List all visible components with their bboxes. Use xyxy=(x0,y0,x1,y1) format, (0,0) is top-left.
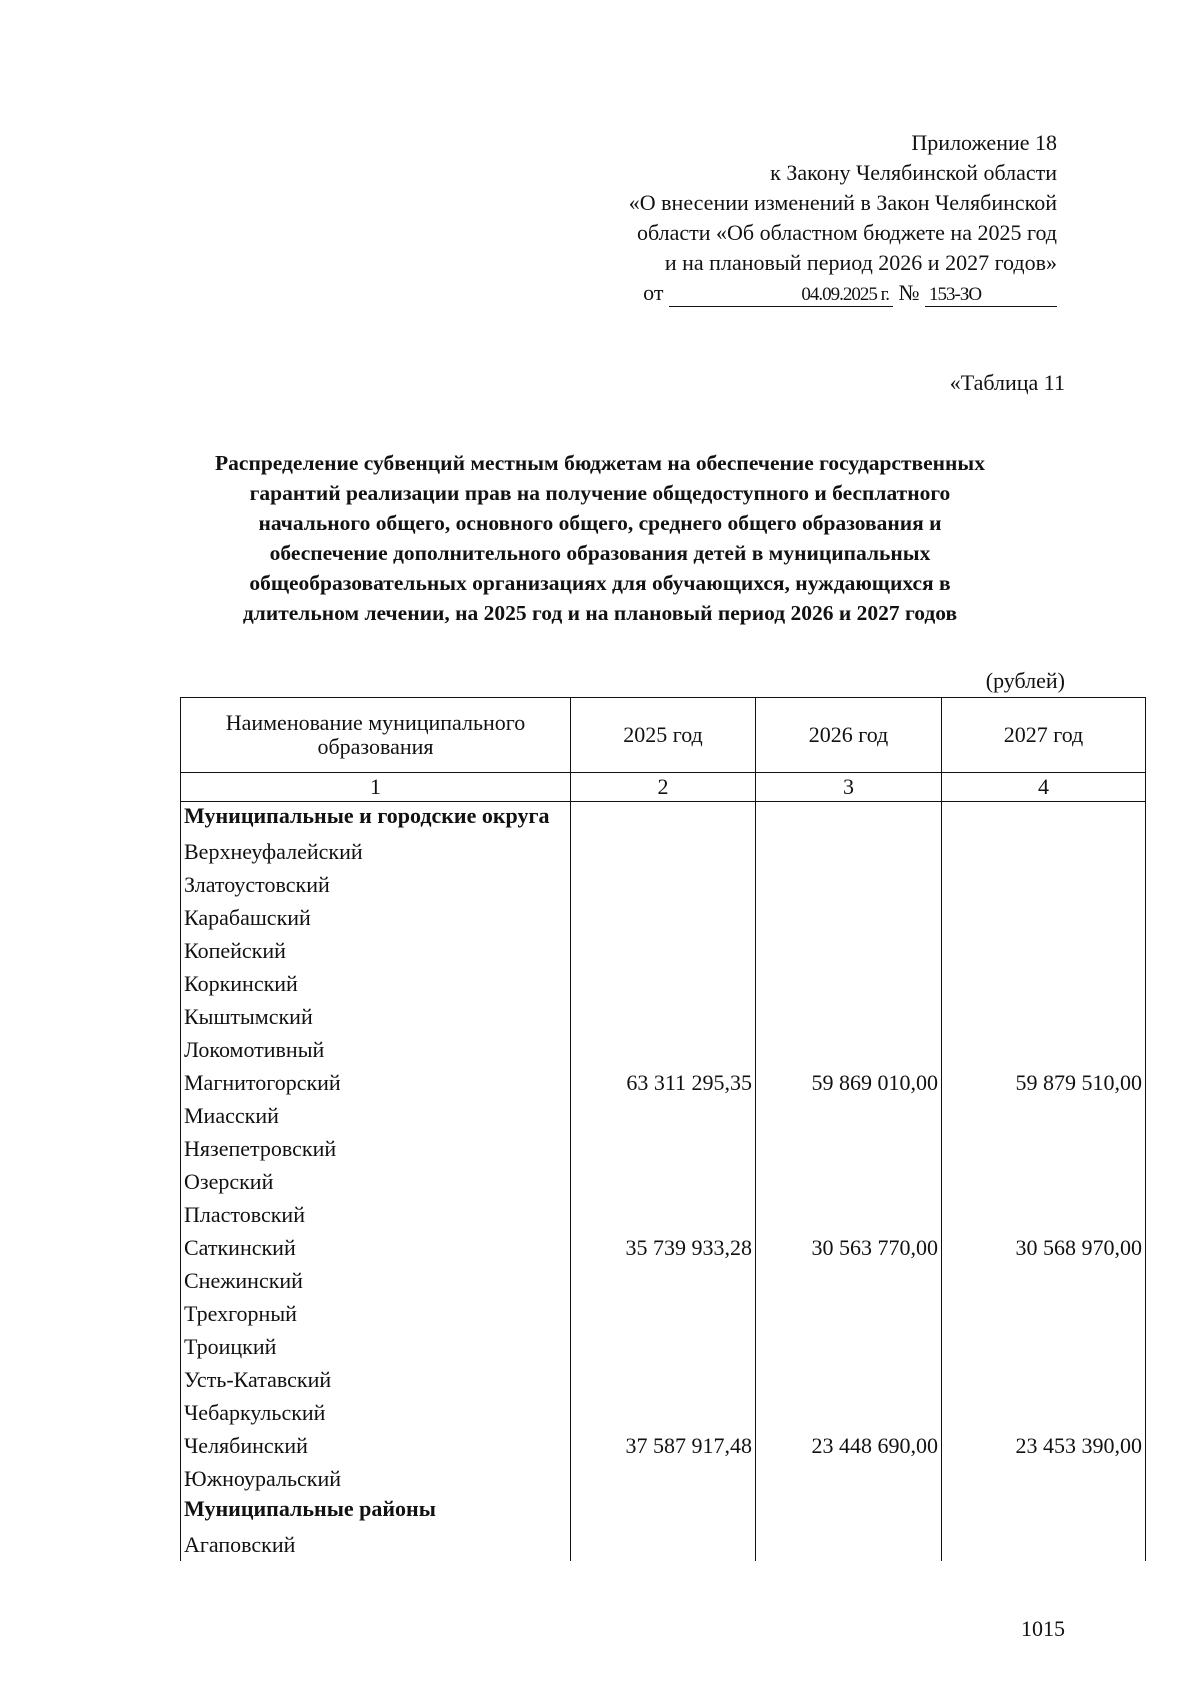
value-2025 xyxy=(571,1462,756,1495)
value-2027 xyxy=(942,1033,1146,1066)
value-2027 xyxy=(942,967,1146,1000)
municipality-name: Карабашский xyxy=(181,901,571,934)
appendix-number: Приложение 18 xyxy=(911,130,1057,155)
value-2025 xyxy=(571,901,756,934)
table-row xyxy=(181,1132,1146,1165)
value-2026 xyxy=(756,1297,942,1330)
table-row xyxy=(181,934,1146,967)
value-2027 xyxy=(942,1165,1146,1198)
value-2027: 30 568 970,00 xyxy=(942,1231,1146,1264)
value-2027 xyxy=(942,1297,1146,1330)
value-2026 xyxy=(756,901,942,934)
title-line: длительном лечении, на 2025 год и на плановый период 2026 и 2027 годов xyxy=(242,601,958,625)
municipality-name: Копейский xyxy=(181,934,571,967)
table-row xyxy=(181,1033,1146,1066)
column-number: 2 xyxy=(571,773,756,802)
value-2027 xyxy=(942,1099,1146,1132)
value-2026 xyxy=(756,1396,942,1429)
value-2025 xyxy=(571,1000,756,1033)
value-2025 xyxy=(571,1495,756,1528)
value-2027: 23 453 390,00 xyxy=(942,1429,1146,1462)
value-2027 xyxy=(942,1396,1146,1429)
value-2025 xyxy=(571,967,756,1000)
value-2025 xyxy=(571,1132,756,1165)
value-2027 xyxy=(942,1198,1146,1231)
value-2025 xyxy=(571,934,756,967)
table-row xyxy=(181,1429,1146,1462)
value-2026: 23 448 690,00 xyxy=(756,1429,942,1462)
value-2025 xyxy=(571,1330,756,1363)
value-2026: 59 869 010,00 xyxy=(756,1066,942,1099)
table-row xyxy=(181,1528,1146,1561)
table-row xyxy=(181,1396,1146,1429)
municipality-name: Южноуральский xyxy=(181,1462,571,1495)
municipality-name: Агаповский xyxy=(181,1528,571,1561)
table-row xyxy=(181,1462,1146,1495)
municipality-name: Трехгорный xyxy=(181,1297,571,1330)
table-row xyxy=(181,901,1146,934)
value-2026 xyxy=(756,1132,942,1165)
value-2025 xyxy=(571,1297,756,1330)
value-2025: 37 587 917,48 xyxy=(571,1429,756,1462)
value-2026 xyxy=(756,802,942,836)
value-2026 xyxy=(756,1099,942,1132)
law-date: 04.09.2025 г. xyxy=(669,284,893,307)
value-2026 xyxy=(756,1000,942,1033)
value-2025 xyxy=(571,802,756,836)
value-2027 xyxy=(942,1462,1146,1495)
value-2027 xyxy=(942,1363,1146,1396)
title-line: обеспечение дополнительного образования детей в муниципальных xyxy=(269,541,931,565)
value-2025 xyxy=(571,1363,756,1396)
value-2027: 59 879 510,00 xyxy=(942,1066,1146,1099)
table-row xyxy=(181,967,1146,1000)
law-reference-line: к Закону Челябинской области xyxy=(770,160,1057,185)
table-row xyxy=(181,1165,1146,1198)
column-number: 4 xyxy=(942,773,1146,802)
table-row xyxy=(181,868,1146,901)
value-2026 xyxy=(756,1198,942,1231)
table-group-row xyxy=(181,802,1146,836)
table-group-row xyxy=(181,1495,1146,1528)
municipality-name: Нязепетровский xyxy=(181,1132,571,1165)
value-2025 xyxy=(571,1033,756,1066)
value-2027 xyxy=(942,934,1146,967)
municipality-name: Муниципальные и городские округа xyxy=(181,802,571,836)
table-row xyxy=(181,1297,1146,1330)
municipality-name: Чебаркульский xyxy=(181,1396,571,1429)
municipality-name: Магнитогорский xyxy=(181,1066,571,1099)
municipality-name: Озерский xyxy=(181,1165,571,1198)
table-caption: «Таблица 11 xyxy=(949,370,1065,395)
table-row xyxy=(181,1231,1146,1264)
value-2026 xyxy=(756,1462,942,1495)
value-2025 xyxy=(571,835,756,868)
title-line: Распределение субвенций местным бюджетам на обеспечение государственных xyxy=(215,451,985,475)
table-row xyxy=(181,1363,1146,1396)
table-row xyxy=(181,1198,1146,1231)
value-2025 xyxy=(571,1165,756,1198)
law-reference-line: «О внесении изменений в Закон Челябинской xyxy=(628,190,1057,215)
document-title xyxy=(170,448,1030,628)
municipality-name: Локомотивный xyxy=(181,1033,571,1066)
table-row xyxy=(181,1066,1146,1099)
value-2026: 30 563 770,00 xyxy=(756,1231,942,1264)
table-row xyxy=(181,1099,1146,1132)
law-number: 153-ЗО xyxy=(925,284,1057,307)
value-2025 xyxy=(571,1198,756,1231)
value-2027 xyxy=(942,1132,1146,1165)
value-2026 xyxy=(756,835,942,868)
number-label: № xyxy=(898,280,920,305)
table-row xyxy=(181,1330,1146,1363)
value-2027 xyxy=(942,835,1146,868)
value-2025 xyxy=(571,1528,756,1561)
value-2027 xyxy=(942,1528,1146,1561)
municipality-name: Челябинский xyxy=(181,1429,571,1462)
title-line: начального общего, основного общего, среднего общего образования и xyxy=(258,511,942,535)
value-2026 xyxy=(756,967,942,1000)
municipality-name: Пластовский xyxy=(181,1198,571,1231)
page-number: 1015 xyxy=(1021,1616,1065,1641)
value-2027 xyxy=(942,901,1146,934)
law-reference-line: и на плановый период 2026 и 2027 годов» xyxy=(664,250,1057,275)
appendix-header xyxy=(629,128,1057,308)
value-2027 xyxy=(942,868,1146,901)
municipality-name: Кыштымский xyxy=(181,1000,571,1033)
column-number: 3 xyxy=(756,773,942,802)
value-2026 xyxy=(756,1264,942,1297)
column-header-name: Наименование муниципального образования xyxy=(181,698,571,773)
value-2025 xyxy=(571,1264,756,1297)
value-2026 xyxy=(756,1165,942,1198)
value-2025 xyxy=(571,868,756,901)
municipality-name: Троицкий xyxy=(181,1330,571,1363)
value-2026 xyxy=(756,1528,942,1561)
value-2025 xyxy=(571,1099,756,1132)
table-row xyxy=(181,1000,1146,1033)
law-reference-line: области «Об областном бюджете на 2025 год xyxy=(637,220,1057,245)
column-header-2025: 2025 год xyxy=(571,698,756,773)
municipality-name: Муниципальные районы xyxy=(181,1495,571,1528)
value-2025: 35 739 933,28 xyxy=(571,1231,756,1264)
value-2026 xyxy=(756,1495,942,1528)
value-2026 xyxy=(756,868,942,901)
municipality-name: Снежинский xyxy=(181,1264,571,1297)
value-2026 xyxy=(756,1363,942,1396)
value-2027 xyxy=(942,1495,1146,1528)
column-header-2027: 2027 год xyxy=(942,698,1146,773)
column-number: 1 xyxy=(181,773,571,802)
column-number-row xyxy=(181,773,1146,802)
value-2026 xyxy=(756,934,942,967)
value-2025: 63 311 295,35 xyxy=(571,1066,756,1099)
subvention-table xyxy=(180,697,1146,1561)
value-2026 xyxy=(756,1033,942,1066)
municipality-name: Миасский xyxy=(181,1099,571,1132)
value-2027 xyxy=(942,1264,1146,1297)
value-2027 xyxy=(942,1330,1146,1363)
value-2025 xyxy=(571,1396,756,1429)
municipality-name: Коркинский xyxy=(181,967,571,1000)
municipality-name: Златоустовский xyxy=(181,868,571,901)
table-row xyxy=(181,1264,1146,1297)
municipality-name: Усть-Катавский xyxy=(181,1363,571,1396)
units-label: (рублей) xyxy=(985,668,1065,693)
municipality-name: Верхнеуфалейский xyxy=(181,835,571,868)
value-2027 xyxy=(942,1000,1146,1033)
table-row xyxy=(181,835,1146,868)
table-header-row xyxy=(181,698,1146,773)
municipality-name: Саткинский xyxy=(181,1231,571,1264)
law-date-line xyxy=(629,278,1057,308)
value-2027 xyxy=(942,802,1146,836)
value-2026 xyxy=(756,1330,942,1363)
title-line: общеобразовательных организациях для обучающихся, нуждающихся в xyxy=(249,571,951,595)
column-header-2026: 2026 год xyxy=(756,698,942,773)
table-body xyxy=(181,802,1146,1562)
from-label: от xyxy=(643,280,664,305)
title-line: гарантий реализации прав на получение общедоступного и бесплатного xyxy=(249,481,951,505)
